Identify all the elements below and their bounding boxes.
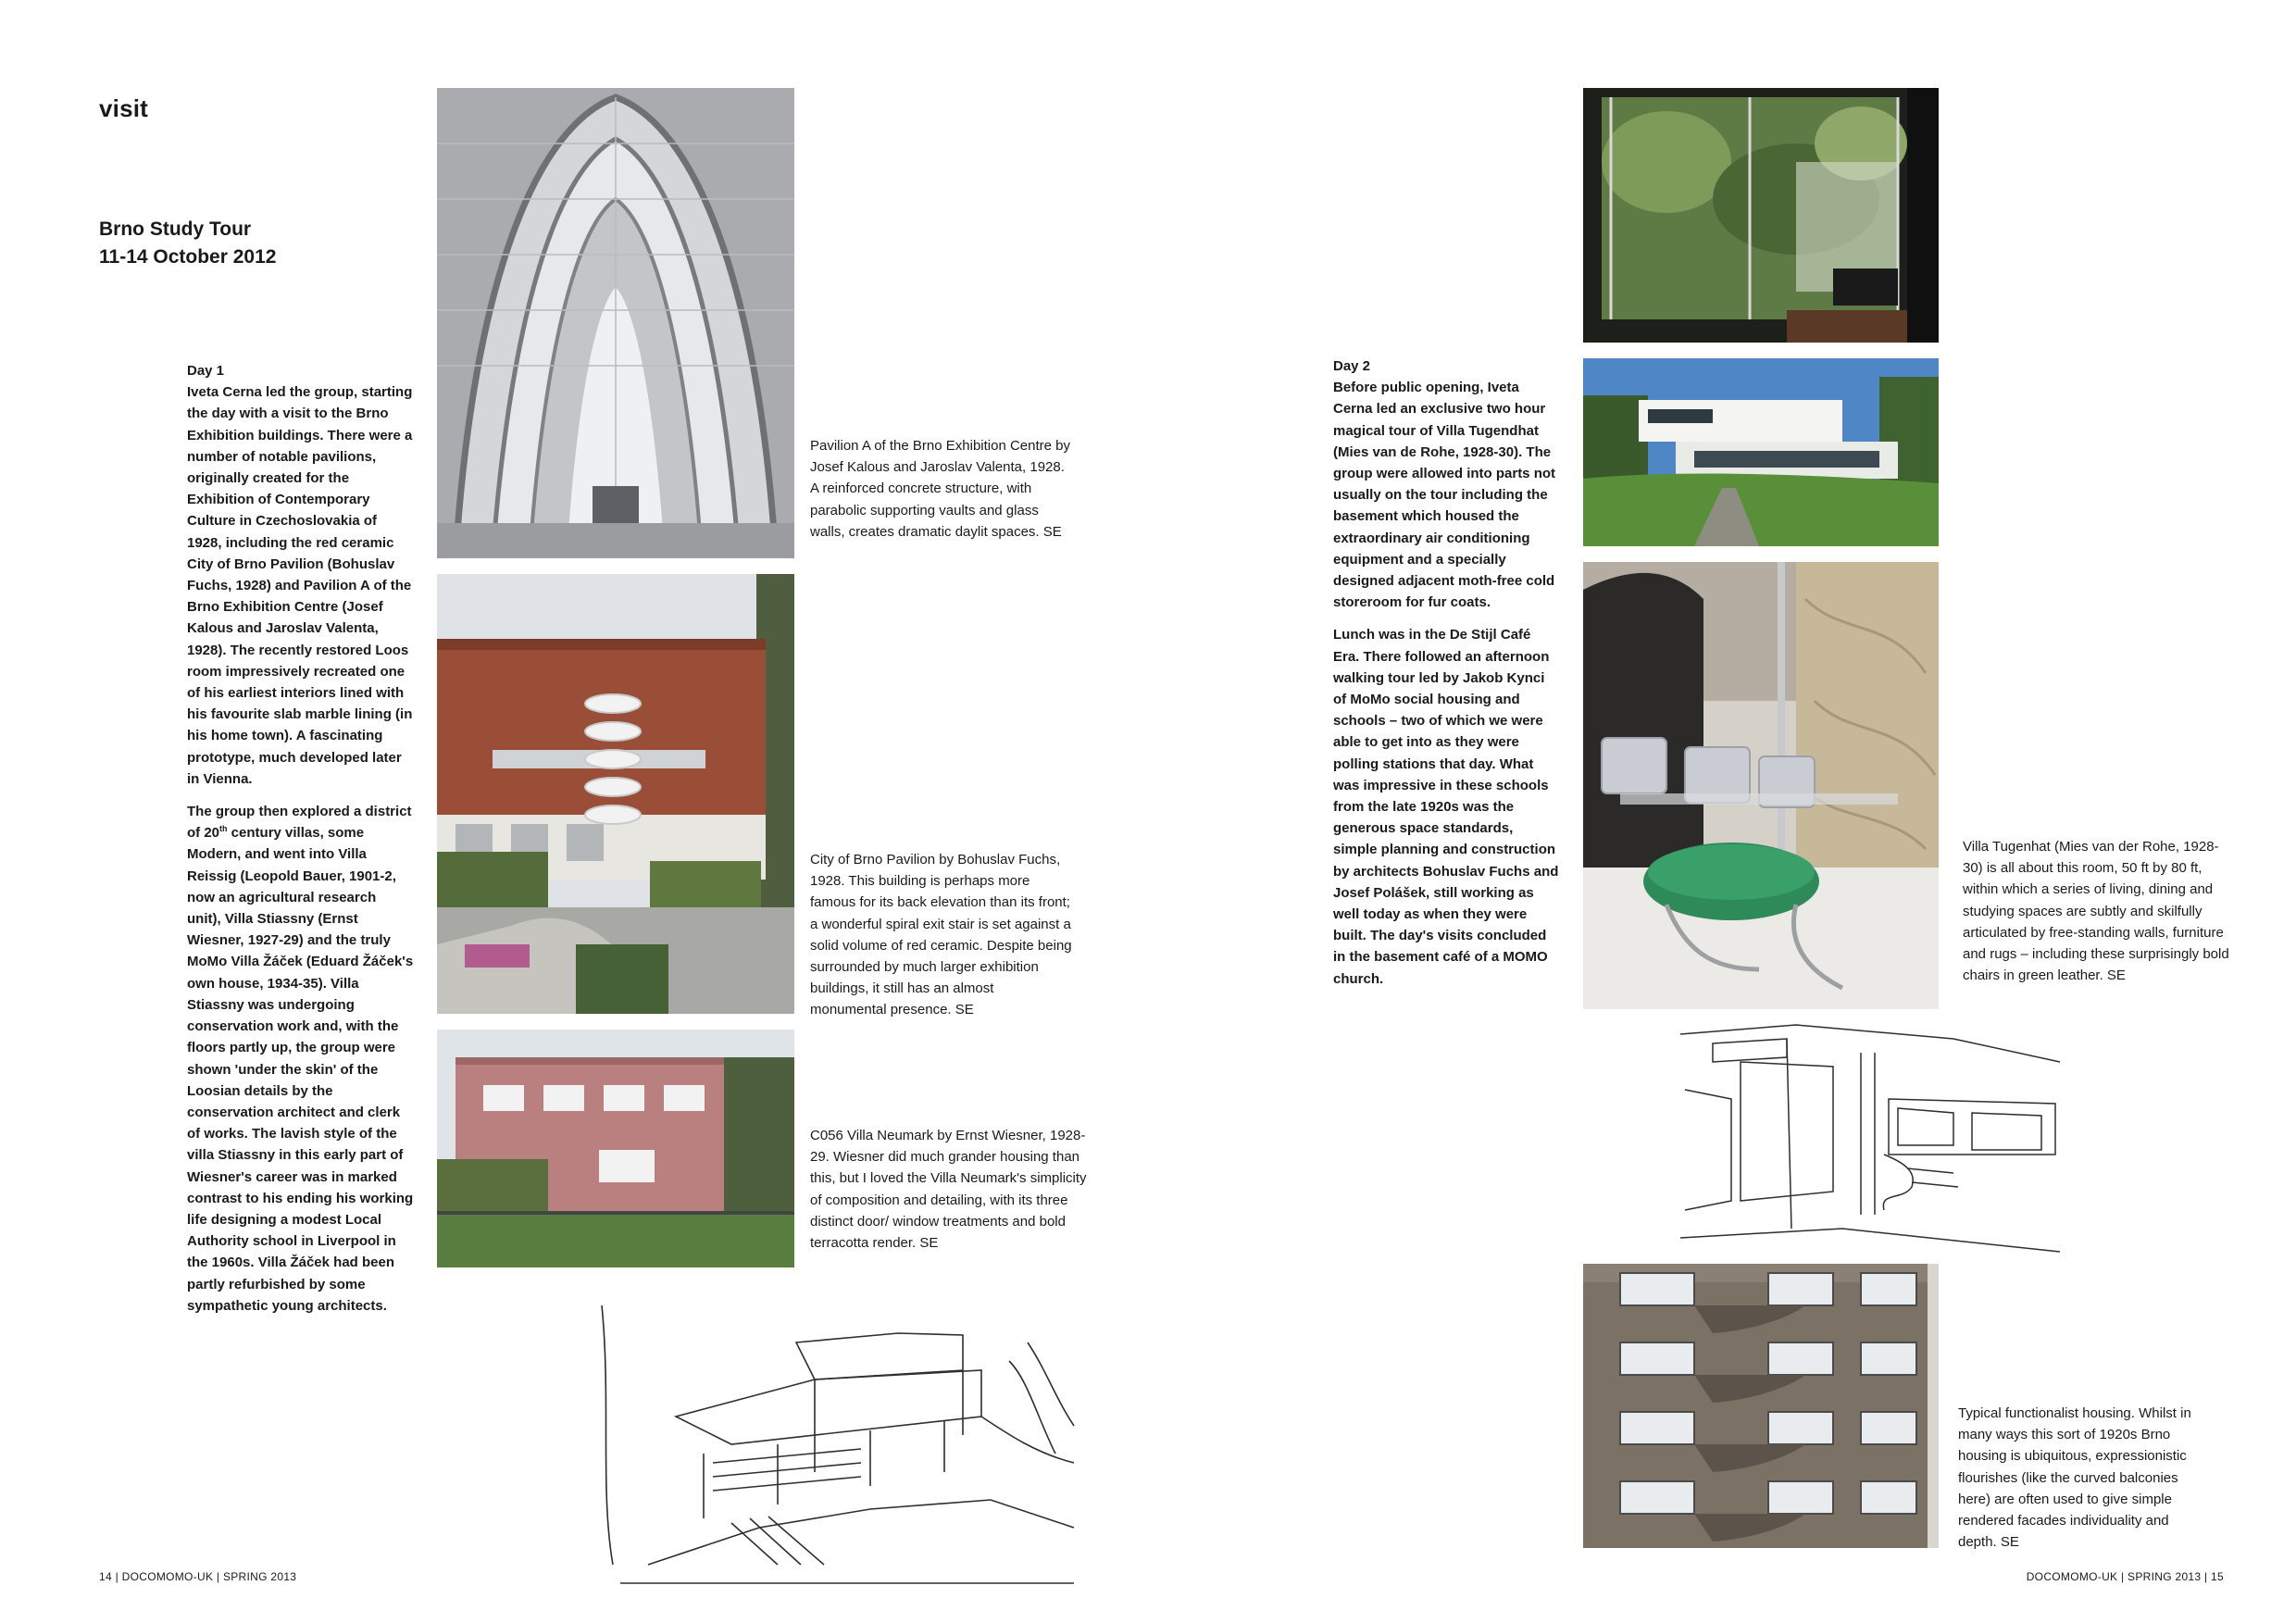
section-label: visit: [99, 94, 149, 122]
photo-functionalist-housing: [1583, 1264, 1939, 1548]
ordinal-superscript: th: [219, 824, 228, 834]
day1-column: [187, 360, 414, 1328]
caption-villa-neumark: C056 Villa Neumark by Ernst Wiesner, 1928-29. Wiesner did much grander housing than this, but I loved the Villa Neumark's simplicity of composition and detailing, with its three distinct door/ window treatments and bold terracotta render. SE: [810, 1128, 1087, 1252]
caption-pavilion-a: Pavilion A of the Brno Exhibition Centre by Josef Kalous and Jaroslav Valenta, 1928. A reinforced concrete structure, with parabolic supporting vaults and glass walls, creates dramatic daylit spaces. SE: [810, 438, 1071, 540]
photo-tugendhat-exterior: [1583, 358, 1939, 546]
day2-heading: Day 2: [1333, 358, 1371, 374]
photo-city-pavilion: [437, 574, 794, 1014]
sketch-tugendhat-interior: [1676, 1016, 2065, 1256]
day1-paragraph-1: Iveta Cerna led the group, starting the day with a visit to the Brno Exhibition buildings. There were a number of notable pavilions, originally created for the Exhibition of Contemporary Culture in Czechoslovakia of 1928, including the red ceramic City of Brno Pavilion (Bohuslav Fuchs, 1928) and Pavilion A of the Brno Exhibition Centre (Josef Kalous and Jaroslav Valenta, 1928). The recently restored Loos room impressively recreated one of his earliest interiors lined with his favourite slab marble lining (in his home town). A fascinating prototype, much developed later in Vienna.: [187, 384, 413, 787]
photo-tugendhat-interior: [1583, 562, 1939, 1009]
tour-title-line2: 11-14 October 2012: [99, 246, 277, 268]
photo-pavilion-a: [437, 88, 794, 558]
footer-left: 14 | DOCOMOMO-UK | SPRING 2013: [99, 1570, 297, 1583]
day2-paragraph-2: Lunch was in the De Stijl Café Era. There followed an afternoon walking tour led by Jakob Kynci of MoMo social housing and schools – two of which we were able to get into as they were polling stations that day. What was impressive in these schools from the late 1920s was the generous space standards, simple planning and construction by architects Bohuslav Fuchs and Josef Polášek, still working as well today as when they were built. The day's visits concluded in the basement café of a MOMO church.: [1333, 627, 1559, 987]
tour-title: [99, 216, 276, 271]
caption-city-pavilion: City of Brno Pavilion by Bohuslav Fuchs, 1928. This building is perhaps more famous for its back elevation than its front; a wonderful spiral exit stair is set against a solid volume of red ceramic. Despite being surrounded by much larger exhibition buildings, it still has an almost monumental presence. SE: [810, 852, 1072, 1018]
sketch-villa-neumark: [593, 1287, 1088, 1592]
photo-villa-neumark: [437, 1030, 794, 1267]
day2-paragraph-1: Before public opening, Iveta Cerna led an exclusive two hour magical tour of Villa Tugendhat (Mies van de Rohe, 1928-30). The group were allowed into parts not usually on the tour including the basement which housed the extraordinary air conditioning equipment and a specially designed adjacent moth-free cold storeroom for fur coats.: [1333, 380, 1556, 611]
day1-paragraph-2: The group then explored a district of 20th century villas, some Modern, and went into Villa Reissig (Leopold Bauer, 1901-2, now an agricultural research unit), Villa Stiassny (Ernst Wiesner, 1927-29) and the truly MoMo Villa Žáček (Eduard Žáček's own house, 1934-35). Villa Stiassny was undergoing conservation work and, with the floors partly up, the group were shown 'under the skin' of the Loosian details by the conservation architect and clerk of works. The lavish style of the villa Stiassny in this early part of Wiesner's career was in marked contrast to his ending his working life designing a modest Local Authority school in Liverpool in the 1960s. Villa Žáček had been partly refurbished by some sympathetic young architects.: [187, 804, 414, 1314]
tour-title-line1: Brno Study Tour: [99, 218, 252, 240]
caption-villa-tugenhat: Villa Tugenhat (Mies van der Rohe, 1928-30) is all about this room, 50 ft by 80 ft, within which a series of living, dining and studying spaces are subtly and skilfully articulated by free-standing walls, furniture and rugs – including these surprisingly bold chairs in green leather. SE: [1963, 839, 2229, 984]
day1-heading: Day 1: [187, 363, 225, 379]
photo-tugendhat-winter-garden: [1583, 88, 1939, 343]
day2-column: [1333, 356, 1560, 1001]
footer-right: DOCOMOMO-UK | SPRING 2013 | 15: [2026, 1570, 2224, 1583]
caption-housing: Typical functionalist housing. Whilst in many ways this sort of 1920s Brno housing is ubiquitous, expressionistic flourishes (like the curved balconies here) are often used to give simple rendered facades individuality and depth. SE: [1958, 1405, 2191, 1551]
